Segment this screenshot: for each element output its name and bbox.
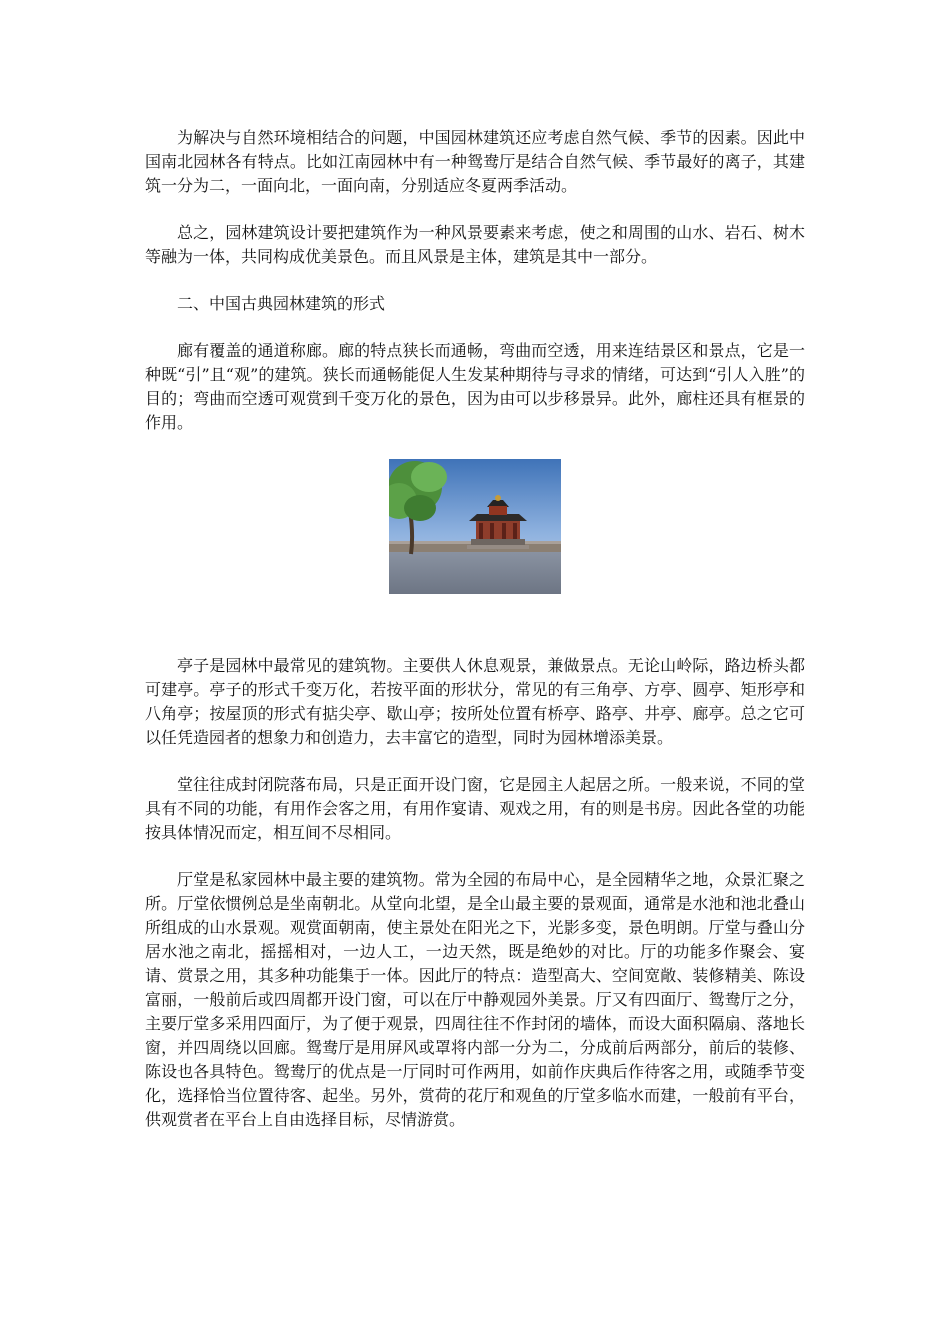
section-heading: 二、中国古典园林建筑的形式 [177, 294, 386, 313]
paragraph-pavilion: 亭子是园林中最常见的建筑物。主要供人休息观景，兼做景点。无论山岭际，路边桥头都可建亭。亭子的形式千变万化，若按平面的形状分，常见的有三角亭、方亭、圆亭、矩形亭和八角亭；按屋顶的形式有掂尖亭、歇山亭；按所处位置有桥亭、路亭、井亭、廊亭。总之它可以任凭造园者的想象力和创造力，去丰富它的造型，同时为园林增添美景。 [145, 656, 805, 747]
paragraph-gap [145, 845, 805, 868]
pavilion-photo [389, 459, 561, 594]
image-gap [145, 594, 805, 654]
paragraph-summary: 总之，园林建筑设计要把建筑作为一种风景要素来考虑，使之和周围的山水、岩石、树木等融为一体，共同构成优美景色。而且风景是主体，建筑是其中一部分。 [145, 223, 805, 266]
paragraph-gap [145, 750, 805, 773]
paragraph-gap [145, 198, 805, 221]
document-page [145, 126, 805, 1132]
photo-container [145, 459, 805, 594]
paragraph-corridor: 廊有覆盖的通道称廊。廊的特点狭长而通畅，弯曲而空透，用来连结景区和景点，它是一种既“引”且“观”的建筑。狭长而通畅能促人生发某种期待与寻求的情绪，可达到“引人入胜”的目的；弯曲而空透可观赏到千变万化的景色，因为由可以步移景异。此外，廊柱还具有框景的作用。 [145, 341, 805, 432]
paragraph-hall: 堂往往成封闭院落布局，只是正面开设门窗，它是园主人起居之所。一般来说，不同的堂具有不同的功能，有用作会客之用，有用作宴请、观戏之用，有的则是书房。因此各堂的功能按具体情况而定，相互间不尽相同。 [145, 775, 805, 842]
paragraph-gap [145, 269, 805, 292]
paragraph-main-hall: 厅堂是私家园林中最主要的建筑物。常为全园的布局中心，是全园精华之地，众景汇聚之所。厅堂依惯例总是坐南朝北。从堂向北望，是全山最主要的景观面，通常是水池和池北叠山所组成的山水景观。观赏面朝南，使主景处在阳光之下，光影多变，景色明朗。厅堂与叠山分居水池之南北，摇摇相对，一边人工，一边天然，既是绝妙的对比。厅的功能多作聚会、宴请、赏景之用，其多种功能集于一体。因此厅的特点：造型高大、空间宽敞、装修精美、陈设富丽，一般前后或四周都开设门窗，可以在厅中静观园外美景。厅又有四面厅、鸳鸯厅之分，主要厅堂多采用四面厅，为了便于观景，四周往往不作封闭的墙体，而设大面积隔扇、落地长窗，并四周绕以回廊。鸳鸯厅是用屏风或罩将内部一分为二，分成前后两部分，前后的装修、陈设也各具特色。鸳鸯厅的优点是一厅同时可作两用，如前作庆典后作待客之用，或随季节变化，选择恰当位置待客、起坐。另外，赏荷的花厅和观鱼的厅堂多临水而建，一般前有平台，供观赏者在平台上自由选择目标，尽情游赏。 [145, 870, 805, 1129]
paragraph-gap [145, 316, 805, 339]
paragraph-climate: 为解决与自然环境相结合的问题，中国园林建筑还应考虑自然气候、季节的因素。因此中国南北园林各有特点。比如江南园林中有一种鸳鸯厅是结合自然气候、季节最好的离子，其建筑一分为二，一面向北，一面向南，分别适应冬夏两季活动。 [145, 128, 805, 195]
image-gap [145, 435, 805, 459]
